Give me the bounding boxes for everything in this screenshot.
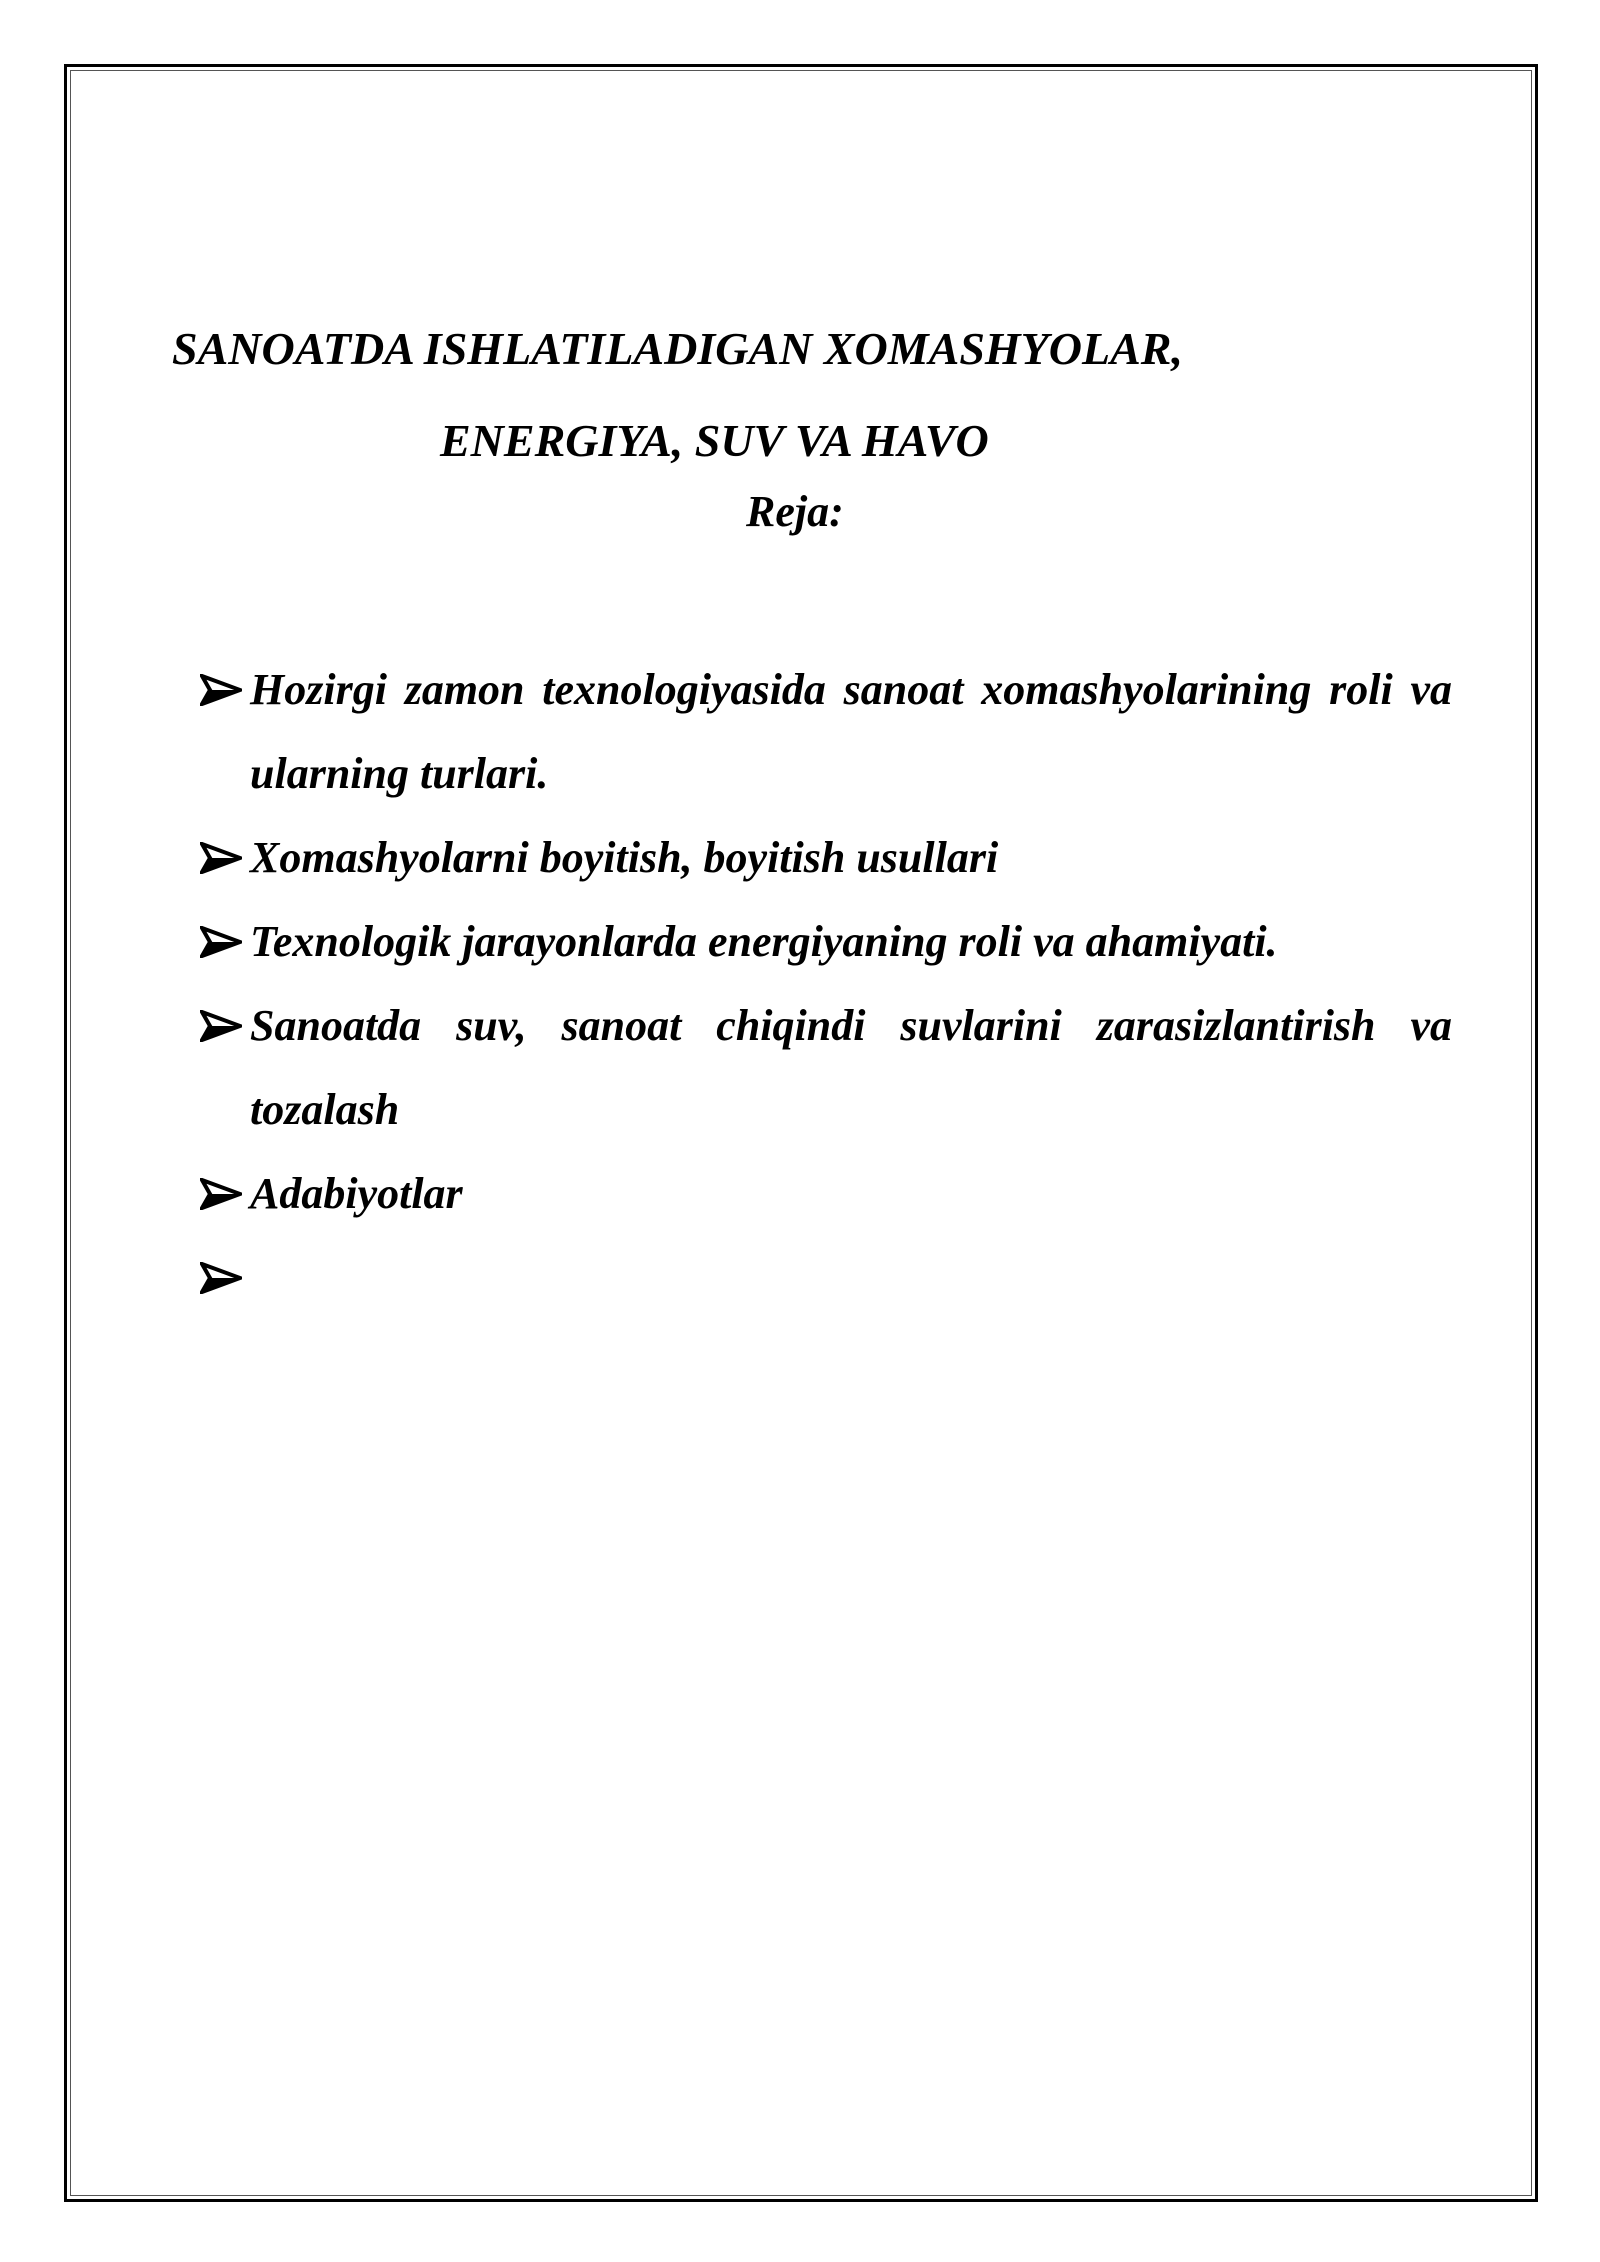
plan-item xyxy=(200,1236,1452,1320)
arrowhead-bullet-icon xyxy=(200,842,242,874)
plan-item xyxy=(200,816,1452,900)
arrowhead-bullet-icon xyxy=(200,1178,242,1210)
plan-item-text: Texnologik jarayonlarda energiyaning roli va ahamiyati. xyxy=(250,917,1278,966)
plan-item xyxy=(200,900,1452,984)
plan-item xyxy=(200,984,1452,1152)
document-title-line-1: SANOATDA ISHLATILADIGAN XOMASHYOLAR, xyxy=(172,323,1183,374)
arrowhead-bullet-icon xyxy=(200,926,242,958)
arrowhead-bullet-icon xyxy=(200,1010,242,1042)
plan-item-text xyxy=(250,1253,261,1302)
plan-item-text: Sanoatda suv, sanoat chiqindi suvlarini zarasizlantirish va tozalash xyxy=(250,1001,1452,1134)
plan-heading: Reja: xyxy=(746,487,844,536)
plan-item-text: Hozirgi zamon texnologiyasida sanoat xomashyolarining roli va ularning turlari. xyxy=(250,665,1452,798)
arrowhead-bullet-icon xyxy=(200,674,242,706)
plan-item xyxy=(200,1152,1452,1236)
plan-item-text: Adabiyotlar xyxy=(250,1169,463,1218)
document-title-line-2: ENERGIYA, SUV VA HAVO xyxy=(440,415,989,466)
plan-list xyxy=(200,648,1452,1320)
plan-item xyxy=(200,648,1452,816)
plan-item-text: Xomashyolarni boyitish, boyitish usullari xyxy=(250,833,999,882)
arrowhead-bullet-icon xyxy=(200,1262,242,1294)
